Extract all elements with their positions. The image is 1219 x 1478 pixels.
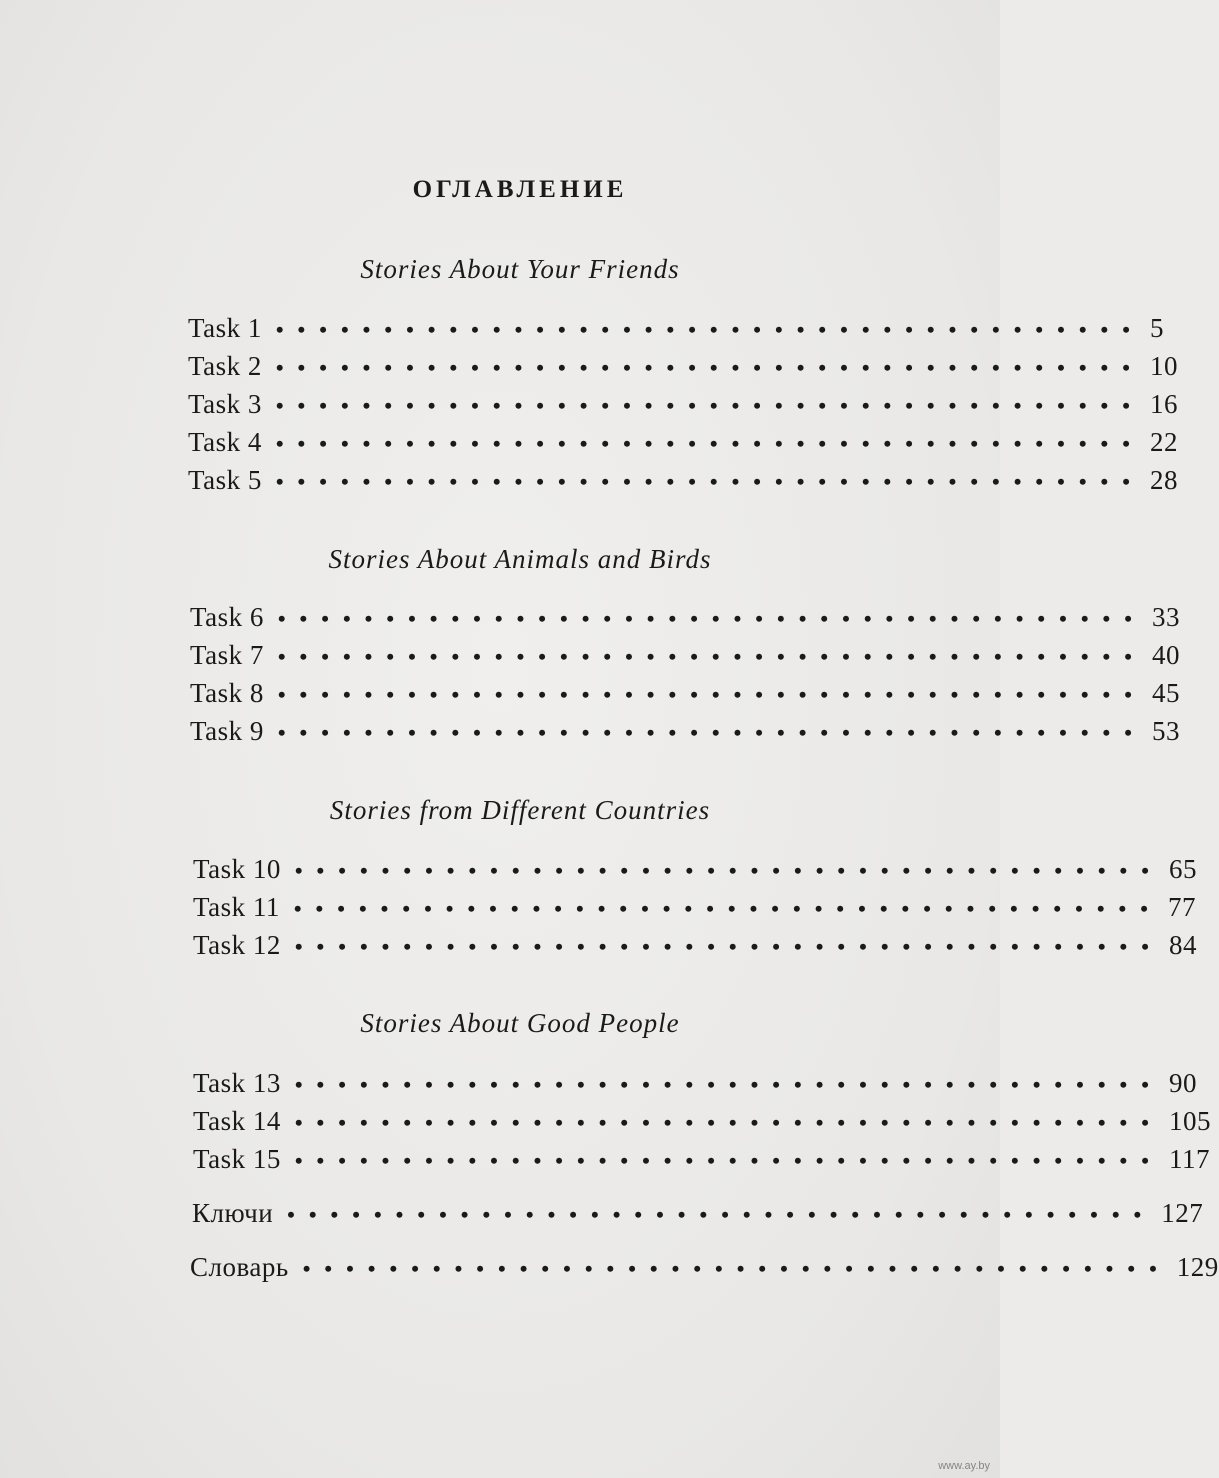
toc-entry[interactable] [190,640,1180,678]
toc-entry-label: Task 12 [193,930,281,960]
toc-entry[interactable] [188,465,1178,503]
toc-entry-label: Словарь [190,1252,289,1282]
toc-entry[interactable] [193,1106,1211,1144]
dot-leader: •••••••••••••••••••••••••••••••••••••••• [275,469,1144,494]
toc-entry-page: 45 [1151,678,1180,708]
toc-entry[interactable] [188,389,1178,427]
dot-leader: •••••••••••••••••••••••••••••••••••••••• [275,393,1144,418]
toc-entry-label: Task 5 [188,465,262,495]
toc-entry[interactable] [193,1068,1197,1106]
toc-entry-label: Task 4 [188,427,262,457]
toc-entry-page: 105 [1168,1106,1211,1136]
dot-leader: •••••••••••••••••••••••••••••••••••••••• [287,1202,1156,1227]
toc-entry-page: 117 [1168,1144,1210,1174]
toc-entry-page: 40 [1151,640,1180,670]
page-title: ОГЛАВЛЕНИЕ [412,176,628,203]
toc-entry-label: Task 1 [188,313,262,343]
toc-entry-label: Ключи [192,1198,274,1228]
toc-entry[interactable] [188,351,1178,389]
dot-leader: •••••••••••••••••••••••••••••••••••••••• [277,606,1146,631]
toc-entry[interactable] [190,602,1180,640]
toc-entry-page: 22 [1149,427,1178,457]
toc-entry-label: Task 6 [190,602,264,632]
toc-entry-label: Task 7 [190,640,264,670]
dot-leader: •••••••••••••••••••••••••••••••••••••••• [277,644,1146,669]
toc-entry[interactable] [193,892,1196,930]
toc-entry-label: Task 13 [193,1068,281,1098]
dot-leader: •••••••••••••••••••••••••••••••••••••••• [294,1110,1163,1135]
toc-entry-page: 65 [1168,854,1197,884]
dot-leader: •••••••••••••••••••••••••••••••••••••••• [294,1148,1163,1173]
toc-entry[interactable] [193,854,1197,892]
section-heading: Stories About Your Friends [360,254,680,284]
toc-entry-page: 129 [1176,1252,1219,1282]
toc-entry-label: Task 9 [190,716,264,746]
toc-entry-label: Task 2 [188,351,262,381]
toc-entry-page: 77 [1167,892,1196,922]
toc-entry-label: Task 14 [193,1106,281,1136]
toc-entry-label: Task 8 [190,678,264,708]
toc-entry-page: 53 [1151,716,1180,746]
toc-entry-label: Task 15 [193,1144,281,1174]
toc-entry-page: 127 [1161,1198,1204,1228]
toc-entry[interactable] [188,427,1178,465]
toc-entry[interactable] [190,716,1180,754]
toc-entry-page: 5 [1149,313,1164,343]
dot-leader: •••••••••••••••••••••••••••••••••••••••• [277,682,1146,707]
dot-leader: •••••••••••••••••••••••••••••••••••••••• [294,858,1163,883]
toc-entry-page: 28 [1149,465,1178,495]
toc-entry-page: 90 [1168,1068,1197,1098]
toc-entry-page: 33 [1151,602,1180,632]
toc-entry[interactable] [193,1144,1210,1182]
dot-leader: •••••••••••••••••••••••••••••••••••••••• [302,1256,1171,1281]
dot-leader: •••••••••••••••••••••••••••••••••••••••• [275,431,1144,456]
toc-entry[interactable] [193,930,1197,968]
dot-leader: •••••••••••••••••••••••••••••••••••••••• [293,896,1162,921]
section-heading: Stories About Animals and Birds [328,544,712,574]
section-heading: Stories About Good People [360,1008,680,1038]
watermark: www.ay.by [938,1460,990,1472]
dot-leader: •••••••••••••••••••••••••••••••••••••••• [294,934,1163,959]
section-heading: Stories from Different Countries [329,795,711,825]
toc-entry-keys[interactable] [192,1198,1204,1236]
toc-entry[interactable] [188,313,1164,351]
toc-entry-page: 84 [1168,930,1197,960]
toc-entry-label: Task 10 [193,854,281,884]
toc-entry-page: 10 [1149,351,1178,381]
toc-entry-label: Task 11 [193,892,280,922]
toc-entry-dictionary[interactable] [190,1252,1219,1290]
toc-entry-page: 16 [1149,389,1178,419]
dot-leader: •••••••••••••••••••••••••••••••••••••••• [277,720,1146,745]
dot-leader: •••••••••••••••••••••••••••••••••••••••• [275,317,1144,342]
dot-leader: •••••••••••••••••••••••••••••••••••••••• [275,355,1144,380]
toc-entry-label: Task 3 [188,389,262,419]
toc-entry[interactable] [190,678,1180,716]
dot-leader: •••••••••••••••••••••••••••••••••••••••• [294,1072,1163,1097]
